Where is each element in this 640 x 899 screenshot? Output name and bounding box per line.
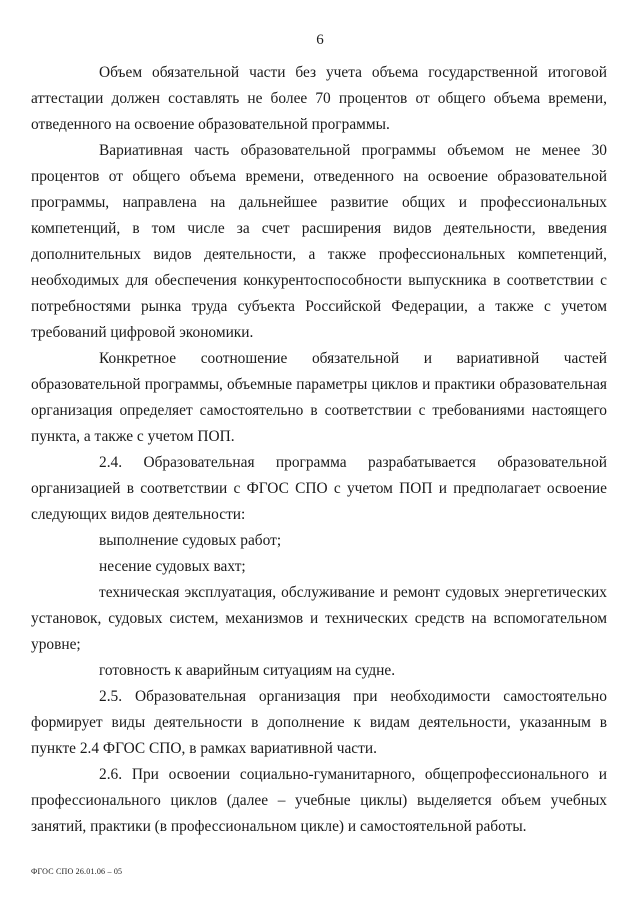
paragraph-section-2-5: 2.5. Образовательная организация при необходимости самостоятельно формирует виды деятельности в дополнение к видам деятельности, указанным в пункте 2.4 ФГОС СПО, в рамках вариативной части. bbox=[31, 688, 607, 757]
paragraph-ratio-of-parts: Конкретное соотношение обязательной и вариативной частей образовательной программы, объемные параметры циклов и практики образовательная организация определяет самостоятельно в соответствии с требованиями настоящего пункта, а также с учетом ПОП. bbox=[31, 350, 607, 445]
paragraph-section-2-4: 2.4. Образовательная программа разрабатывается образовательной организацией в соответствии с ФГОС СПО с учетом ПОП и предполагает освоение следующих видов деятельности: bbox=[31, 454, 607, 523]
list-item-ship-works: выполнение судовых работ; bbox=[99, 532, 282, 549]
page-number: 6 bbox=[316, 32, 324, 48]
document-body bbox=[31, 60, 607, 840]
paragraph-mandatory-part-volume: Объем обязательной части без учета объема государственной итоговой аттестации должен составлять не более 70 процентов от общего объема времени, отведенного на освоение образовательной программы. bbox=[31, 64, 607, 133]
footer-document-code: ФГОС СПО 26.01.06 – 05 bbox=[31, 867, 123, 876]
list-item-emergency-readiness: готовность к аварийным ситуациям на судне. bbox=[99, 662, 396, 679]
paragraph-variable-part: Вариативная часть образовательной программы объемом не менее 30 процентов от общего объема времени, отведенного на освоение образовательной программы, направлена на дальнейшее развитие общих и профессиональных компетенций, в том числе за счет расширения видов деятельности, введения дополнительных видов деятельности, а также профессиональных компетенций, необходимых для обеспечения конкурентоспособности выпускника в соответствии с потребностями рынка труда субъекта Российской Федерации, а также с учетом требований цифровой экономики. bbox=[31, 142, 607, 341]
paragraph-section-2-6: 2.6. При освоении социально-гуманитарного, общепрофессионального и профессионального циклов (далее – учебные циклы) выделяется объем учебных занятий, практики (в профессиональном цикле) и самостоятельной работы. bbox=[31, 766, 607, 835]
list-item-technical-operation: техническая эксплуатация, обслуживание и ремонт судовых энергетических установок, судовых систем, механизмов и технических средств на вспомогательном уровне; bbox=[31, 584, 607, 653]
list-item-ship-watches: несение судовых вахт; bbox=[99, 558, 246, 575]
